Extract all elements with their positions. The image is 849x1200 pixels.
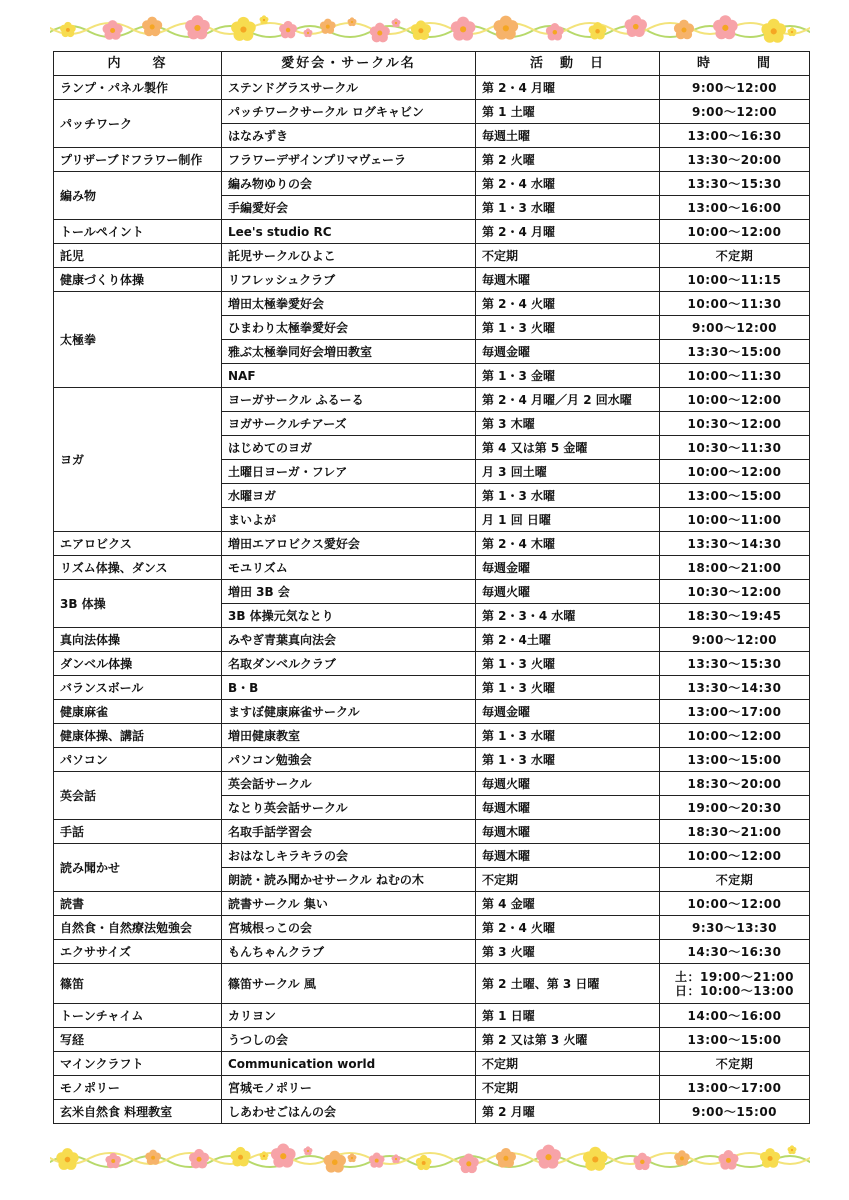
activity-day-cell: 第 2・4 木曜: [476, 532, 660, 556]
circle-name-cell: カリヨン: [222, 1004, 476, 1028]
circle-name-cell: フラワーデザインプリマヴェーラ: [222, 148, 476, 172]
activity-day-cell: 第 2 火曜: [476, 148, 660, 172]
header-circle-name: 愛好会・サークル名: [222, 52, 476, 76]
table-row: [54, 1076, 810, 1100]
table-row: [54, 556, 810, 580]
activity-day-cell: 第 2 月曜: [476, 1100, 660, 1124]
category-cell: 健康麻雀: [54, 700, 222, 724]
time-cell: 13:30～14:30: [660, 676, 810, 700]
time-cell: 10:30～12:00: [660, 580, 810, 604]
time-line: 土：19:00～21:00: [675, 969, 794, 984]
time-cell: 10:00～11:30: [660, 292, 810, 316]
activity-day-cell: 第 1・3 水曜: [476, 724, 660, 748]
circle-name-cell: なとり英会話サークル: [222, 796, 476, 820]
table-row: [54, 724, 810, 748]
activity-day-cell: 第 2・4 火曜: [476, 916, 660, 940]
time-cell: 9:00～15:00: [660, 1100, 810, 1124]
activity-day-cell: 第 1・3 火曜: [476, 652, 660, 676]
category-cell: 玄米自然食 料理教室: [54, 1100, 222, 1124]
table-row: [54, 76, 810, 100]
category-cell: 英会話: [54, 772, 222, 820]
activity-day-cell: 毎週木曜: [476, 820, 660, 844]
circle-name-cell: はなみずき: [222, 124, 476, 148]
flower-icon: [392, 18, 401, 27]
flower-icon: [633, 1153, 651, 1170]
header-category: 内 容: [54, 52, 222, 76]
table-row: [54, 268, 810, 292]
table-row: [54, 220, 810, 244]
activity-day-cell: 毎週土曜: [476, 124, 660, 148]
time-cell: 9:00～12:00: [660, 100, 810, 124]
category-cell: 写経: [54, 1028, 222, 1052]
category-cell: パソコン: [54, 748, 222, 772]
time-cell: 9:00～12:00: [660, 628, 810, 652]
table-row: [54, 532, 810, 556]
activity-day-cell: 第 3 木曜: [476, 412, 660, 436]
flower-icon: [231, 17, 256, 41]
table-row: [54, 1028, 810, 1052]
time-cell: 10:00～12:00: [660, 892, 810, 916]
category-cell: バランスボール: [54, 676, 222, 700]
activity-day-cell: 第 1・3 水曜: [476, 484, 660, 508]
time-cell: 13:00～16:30: [660, 124, 810, 148]
table-row: [54, 844, 810, 868]
activity-day-cell: 第 2・3・4 水曜: [476, 604, 660, 628]
flower-icon: [625, 15, 647, 37]
circle-name-cell: 篠笛サークル 風: [222, 964, 476, 1004]
category-cell: 篠笛: [54, 964, 222, 1004]
activity-day-cell: 第 4 金曜: [476, 892, 660, 916]
activity-day-cell: 第 2 又は第 3 火曜: [476, 1028, 660, 1052]
time-cell: 18:00～21:00: [660, 556, 810, 580]
activity-day-cell: 第 3 火曜: [476, 940, 660, 964]
circle-name-cell: パソコン勉強会: [222, 748, 476, 772]
category-cell: ヨガ: [54, 388, 222, 532]
time-cell: 9:00～12:00: [660, 76, 810, 100]
circle-name-cell: パッチワークサークル ログキャビン: [222, 100, 476, 124]
table-row: [54, 700, 810, 724]
table-row: [54, 676, 810, 700]
activity-day-cell: 毎週火曜: [476, 580, 660, 604]
time-line: 日：10:00～13:00: [675, 983, 794, 998]
table-row: [54, 1100, 810, 1124]
circle-name-cell: モユリズム: [222, 556, 476, 580]
activity-day-cell: 第 1・3 水曜: [476, 748, 660, 772]
table-row: [54, 1004, 810, 1028]
flower-border-top: [50, 10, 810, 50]
flower-icon: [416, 1155, 432, 1170]
flower-icon: [185, 15, 210, 39]
circle-name-cell: うつしの会: [222, 1028, 476, 1052]
circle-name-cell: 託児サークルひよこ: [222, 244, 476, 268]
circle-name-cell: まいよが: [222, 508, 476, 532]
time-cell: 13:00～15:00: [660, 1028, 810, 1052]
flower-icon: [369, 1153, 385, 1168]
flower-icon: [60, 22, 76, 37]
activity-day-cell: 月 1 回 日曜: [476, 508, 660, 532]
table-body: [54, 76, 810, 1124]
category-cell: 健康づくり体操: [54, 268, 222, 292]
circle-name-cell: ヨガサークルチアーズ: [222, 412, 476, 436]
time-cell: 13:30～15:30: [660, 652, 810, 676]
category-cell: モノポリー: [54, 1076, 222, 1100]
time-cell: 9:00～12:00: [660, 316, 810, 340]
time-cell: 10:30～12:00: [660, 412, 810, 436]
table-row: [54, 148, 810, 172]
circle-name-cell: ヨーガサークル ふるーる: [222, 388, 476, 412]
flower-icon: [105, 1153, 121, 1168]
category-cell: エクササイズ: [54, 940, 222, 964]
flower-border-bottom: [50, 1140, 810, 1180]
activity-day-cell: 第 4 又は第 5 金曜: [476, 436, 660, 460]
circle-name-cell: ステンドグラスサークル: [222, 76, 476, 100]
circle-name-cell: おはなしキラキラの会: [222, 844, 476, 868]
flower-icon: [713, 15, 738, 39]
time-cell: 13:30～15:00: [660, 340, 810, 364]
category-cell: 真向法体操: [54, 628, 222, 652]
activity-day-cell: 毎週金曜: [476, 340, 660, 364]
category-cell: 自然食・自然療法勉強会: [54, 916, 222, 940]
flower-icon: [788, 1145, 797, 1154]
flower-icon: [304, 28, 313, 37]
table-row: [54, 100, 810, 124]
flower-icon: [536, 1145, 561, 1169]
flower-icon: [348, 1153, 357, 1162]
circle-name-cell: 雅ぶ太極拳同好会増田教室: [222, 340, 476, 364]
circle-name-cell: 宮城モノポリー: [222, 1076, 476, 1100]
flower-icon: [496, 1148, 516, 1168]
circle-name-cell: 読書サークル 集い: [222, 892, 476, 916]
time-cell: 13:00～15:00: [660, 748, 810, 772]
activity-day-cell: 毎週火曜: [476, 772, 660, 796]
circle-schedule-table: [53, 51, 810, 1124]
circle-name-cell: Lee's studio RC: [222, 220, 476, 244]
category-cell: 3B 体操: [54, 580, 222, 628]
flower-icon: [348, 17, 357, 26]
time-cell: 10:00～12:00: [660, 844, 810, 868]
time-cell: 10:00～11:00: [660, 508, 810, 532]
circle-name-cell: 編み物ゆりの会: [222, 172, 476, 196]
category-cell: 太極拳: [54, 292, 222, 388]
circle-name-cell: 名取手話学習会: [222, 820, 476, 844]
circle-name-cell: みやぎ青葉真向法会: [222, 628, 476, 652]
activity-day-cell: 第 2・4 月曜: [476, 76, 660, 100]
activity-day-cell: 第 2 土曜、第 3 日曜: [476, 964, 660, 1004]
time-cell: 10:00～12:00: [660, 724, 810, 748]
category-cell: ダンベル体操: [54, 652, 222, 676]
time-cell: 19:00～20:30: [660, 796, 810, 820]
activity-day-cell: 不定期: [476, 868, 660, 892]
header-time: 時 間: [660, 52, 810, 76]
flower-icon: [718, 1150, 738, 1170]
table-row: [54, 244, 810, 268]
activity-day-cell: 不定期: [476, 244, 660, 268]
time-cell: 10:00～12:00: [660, 460, 810, 484]
time-cell: 14:00～16:00: [660, 1004, 810, 1028]
time-cell: 13:30～14:30: [660, 532, 810, 556]
circle-name-cell: リフレッシュクラブ: [222, 268, 476, 292]
flower-icon: [142, 17, 162, 37]
table-header-row: [54, 52, 810, 76]
time-cell: 13:00～16:00: [660, 196, 810, 220]
circle-name-cell: 手編愛好会: [222, 196, 476, 220]
time-cell: 18:30～19:45: [660, 604, 810, 628]
flower-icon: [279, 21, 297, 38]
category-cell: 健康体操、講話: [54, 724, 222, 748]
category-cell: 読み聞かせ: [54, 844, 222, 892]
header-activity-day: 活 動 日: [476, 52, 660, 76]
activity-day-cell: 毎週金曜: [476, 556, 660, 580]
flower-icon: [451, 17, 476, 41]
time-cell: 13:00～17:00: [660, 700, 810, 724]
category-cell: トールペイント: [54, 220, 222, 244]
time-cell: 13:30～20:00: [660, 148, 810, 172]
category-cell: 託児: [54, 244, 222, 268]
time-cell: 10:00～11:15: [660, 268, 810, 292]
activity-day-cell: 毎週木曜: [476, 844, 660, 868]
table-row: [54, 748, 810, 772]
activity-day-cell: 第 1 土曜: [476, 100, 660, 124]
table-row: [54, 964, 810, 1004]
time-cell: 10:30～11:30: [660, 436, 810, 460]
table-row: [54, 940, 810, 964]
circle-name-cell: 朗読・読み聞かせサークル ねむの木: [222, 868, 476, 892]
activity-day-cell: 月 3 回土曜: [476, 460, 660, 484]
flower-icon: [304, 1146, 313, 1155]
circle-name-cell: Communication world: [222, 1052, 476, 1076]
circle-name-cell: 3B 体操元気なとり: [222, 604, 476, 628]
circle-name-cell: 宮城根っこの会: [222, 916, 476, 940]
activity-day-cell: 第 2・4 火曜: [476, 292, 660, 316]
activity-day-cell: 第 2・4土曜: [476, 628, 660, 652]
time-cell: 9:30～13:30: [660, 916, 810, 940]
time-cell: 不定期: [660, 868, 810, 892]
table-row: [54, 820, 810, 844]
table-row: [54, 580, 810, 604]
category-cell: リズム体操、ダンス: [54, 556, 222, 580]
category-cell: ランプ・パネル製作: [54, 76, 222, 100]
activity-day-cell: 毎週金曜: [476, 700, 660, 724]
flower-icon: [788, 27, 797, 36]
circle-name-cell: 増田健康教室: [222, 724, 476, 748]
flower-icon: [320, 19, 336, 34]
category-cell: 読書: [54, 892, 222, 916]
time-cell: 13:00～17:00: [660, 1076, 810, 1100]
time-cell: [660, 964, 810, 1004]
activity-day-cell: 不定期: [476, 1076, 660, 1100]
table-row: [54, 172, 810, 196]
table-row: [54, 892, 810, 916]
circle-name-cell: 土曜日ヨーガ・フレア: [222, 460, 476, 484]
flower-icon: [260, 15, 269, 24]
table-row: [54, 1052, 810, 1076]
time-cell: 10:00～12:00: [660, 220, 810, 244]
table-row: [54, 916, 810, 940]
table-row: [54, 772, 810, 796]
circle-name-cell: 英会話サークル: [222, 772, 476, 796]
circle-name-cell: はじめてのヨガ: [222, 436, 476, 460]
category-cell: トーンチャイム: [54, 1004, 222, 1028]
category-cell: 編み物: [54, 172, 222, 220]
activity-day-cell: 第 1・3 水曜: [476, 196, 660, 220]
table-row: [54, 292, 810, 316]
circle-name-cell: 水曜ヨガ: [222, 484, 476, 508]
activity-day-cell: 第 1 日曜: [476, 1004, 660, 1028]
time-cell: 13:00～15:00: [660, 484, 810, 508]
category-cell: パッチワーク: [54, 100, 222, 148]
time-cell: 不定期: [660, 1052, 810, 1076]
activity-day-cell: 第 2・4 水曜: [476, 172, 660, 196]
flower-icon: [230, 1147, 250, 1167]
time-cell: 10:00～12:00: [660, 388, 810, 412]
circle-name-cell: ひまわり太極拳愛好会: [222, 316, 476, 340]
table-row: [54, 388, 810, 412]
activity-day-cell: 第 2・4 月曜: [476, 220, 660, 244]
activity-day-cell: 第 1・3 火曜: [476, 676, 660, 700]
time-cell: 18:30～21:00: [660, 820, 810, 844]
category-cell: 手話: [54, 820, 222, 844]
activity-day-cell: 毎週木曜: [476, 796, 660, 820]
category-cell: プリザーブドフラワー制作: [54, 148, 222, 172]
time-cell: 14:30～16:30: [660, 940, 810, 964]
flower-icon: [583, 1147, 608, 1171]
flower-icon: [760, 1148, 780, 1168]
circle-name-cell: 増田エアロビクス愛好会: [222, 532, 476, 556]
flower-icon: [761, 19, 786, 43]
time-cell: 不定期: [660, 244, 810, 268]
circle-name-cell: もんちゃんクラブ: [222, 940, 476, 964]
activity-day-cell: 第 2・4 月曜／月 2 回水曜: [476, 388, 660, 412]
time-cell: 10:00～11:30: [660, 364, 810, 388]
circle-name-cell: 増田 3B 会: [222, 580, 476, 604]
circle-name-cell: 名取ダンベルクラブ: [222, 652, 476, 676]
table-row: [54, 628, 810, 652]
flower-icon: [271, 1144, 296, 1168]
activity-day-cell: 不定期: [476, 1052, 660, 1076]
activity-day-cell: 第 1・3 火曜: [476, 316, 660, 340]
activity-day-cell: 毎週木曜: [476, 268, 660, 292]
flower-icon: [56, 1148, 78, 1170]
circle-name-cell: 増田太極拳愛好会: [222, 292, 476, 316]
activity-day-cell: 第 1・3 金曜: [476, 364, 660, 388]
time-cell: 13:30～15:30: [660, 172, 810, 196]
flower-icon: [145, 1150, 161, 1165]
circle-name-cell: NAF: [222, 364, 476, 388]
category-cell: エアロビクス: [54, 532, 222, 556]
flower-icon: [189, 1149, 209, 1169]
circle-name-cell: しあわせごはんの会: [222, 1100, 476, 1124]
flower-icon: [494, 16, 519, 40]
circle-name-cell: B・B: [222, 676, 476, 700]
table-row: [54, 652, 810, 676]
category-cell: マインクラフト: [54, 1052, 222, 1076]
time-cell: 18:30～20:00: [660, 772, 810, 796]
circle-name-cell: ますぼ健康麻雀サークル: [222, 700, 476, 724]
